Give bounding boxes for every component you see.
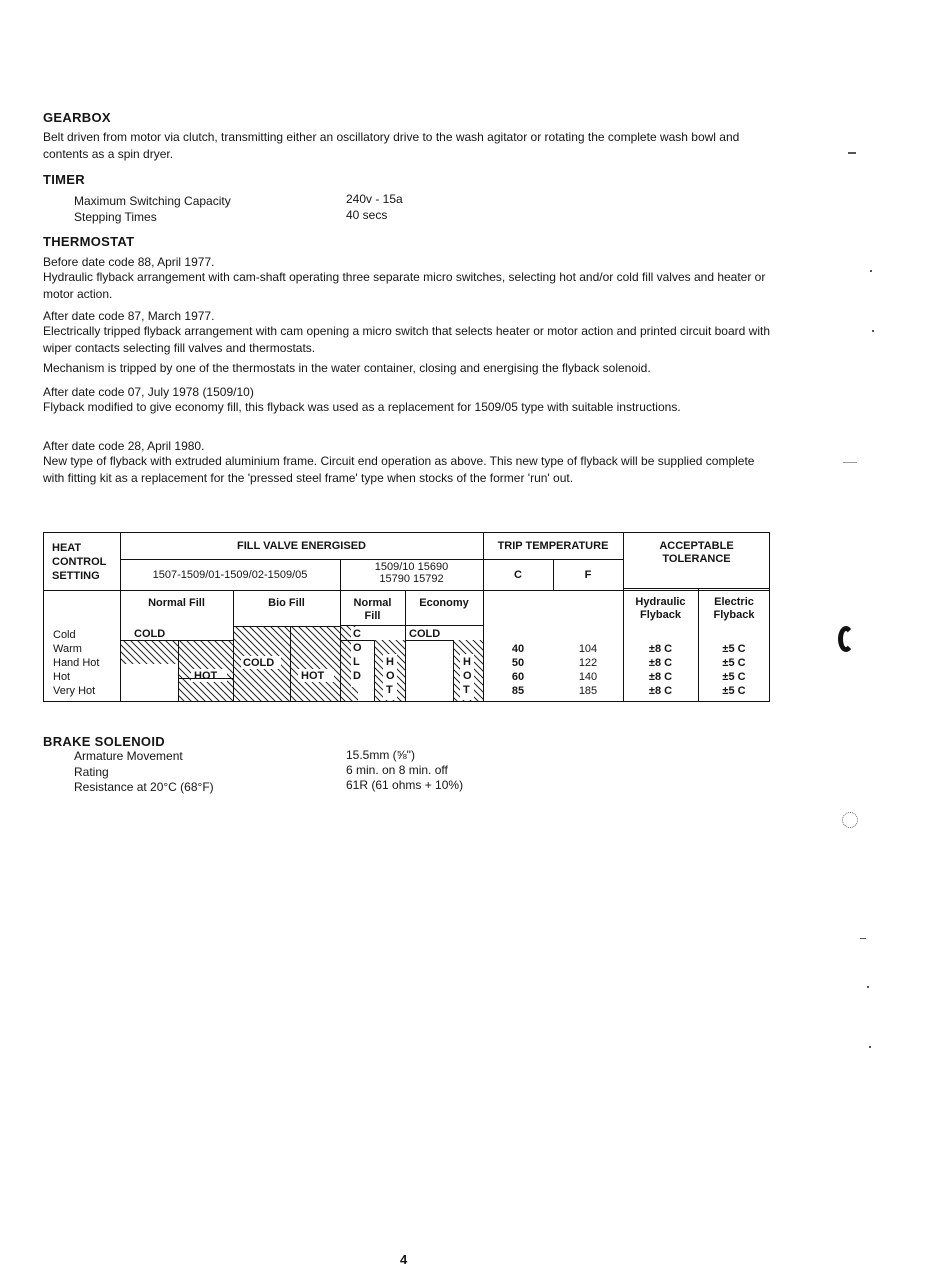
tolerance-hydraulic: ±8 C xyxy=(648,671,673,683)
tolerance-hydraulic: ±8 C xyxy=(648,643,673,655)
temp-c: 50 xyxy=(511,657,525,669)
hatch-normal-a xyxy=(120,640,178,664)
heat-control-table xyxy=(43,532,770,702)
thermostat-paragraph: Flyback modified to give economy fill, this flyback was used as a replacement for 1509/05 type with suitable instructions. xyxy=(43,400,681,414)
subheader-normal-fill: Normal Fill xyxy=(148,597,205,609)
header-models-b: 15790 15792 xyxy=(379,573,444,585)
subheader-normal: Normal xyxy=(353,597,392,609)
temp-c: 40 xyxy=(511,643,525,655)
letter-o: O xyxy=(386,670,395,682)
header-tolerance: TOLERANCE xyxy=(662,553,731,565)
letter-t: T xyxy=(386,684,393,696)
subheader-economy: Economy xyxy=(419,597,469,609)
header-fahrenheit: F xyxy=(584,569,592,581)
subheader-electric: Electric xyxy=(714,596,754,608)
brake-label: Rating xyxy=(74,765,109,779)
brake-heading: BRAKE SOLENOID xyxy=(43,734,165,749)
brake-value: 6 min. on 8 min. off xyxy=(346,763,448,777)
header-setting: SETTING xyxy=(52,570,100,582)
timer-label: Maximum Switching Capacity xyxy=(74,194,231,208)
letter-h: H xyxy=(463,656,471,668)
header-fill-valve: FILL VALVE ENERGISED xyxy=(237,540,366,552)
letter-o: O xyxy=(463,670,472,682)
subheader-bio-fill: Bio Fill xyxy=(268,597,305,609)
header-heat: HEAT xyxy=(52,542,82,554)
thermostat-paragraph: After date code 28, April 1980. xyxy=(43,439,205,453)
timer-value: 40 secs xyxy=(346,208,388,222)
fill-label-hot: HOT xyxy=(194,670,218,682)
thermostat-paragraph: Mechanism is tripped by one of the thermostats in the water container, closing and energising the flyback solenoid. xyxy=(43,361,651,375)
header-celsius: C xyxy=(514,569,522,581)
setting-very-hot: Very Hot xyxy=(53,685,96,697)
thermostat-paragraph: Before date code 88, April 1977. xyxy=(43,255,215,269)
tolerance-hydraulic: ±8 C xyxy=(648,685,673,697)
subheader-fill: Fill xyxy=(364,610,381,622)
scan-speck xyxy=(869,1046,871,1048)
subheader-flyback: Flyback xyxy=(713,609,755,621)
letter-d: D xyxy=(353,670,361,682)
fill-label-cold: COLD xyxy=(134,628,166,640)
fill-label-cold: COLD xyxy=(409,628,441,640)
thermostat-paragraph: After date code 07, July 1978 (1509/10) xyxy=(43,385,254,399)
fill-label-hot: HOT xyxy=(301,670,325,682)
letter-c: C xyxy=(353,628,361,640)
header-control: CONTROL xyxy=(52,556,107,568)
fill-label-cold: COLD xyxy=(243,657,275,669)
header-trip-temperature: TRIP TEMPERATURE xyxy=(497,540,609,552)
temp-f: 104 xyxy=(578,643,598,655)
setting-cold: Cold xyxy=(53,629,76,641)
gearbox-heading: GEARBOX xyxy=(43,110,111,125)
temp-c: 60 xyxy=(511,671,525,683)
tolerance-electric: ±5 C xyxy=(722,685,746,697)
thermostat-heading: THERMOSTAT xyxy=(43,234,135,249)
header-acceptable: ACCEPTABLE xyxy=(659,540,734,552)
thermostat-paragraph: Hydraulic flyback arrangement with cam-shaft operating three separate micro switches, selecting hot and/or cold fill valves and heater or motor action. xyxy=(43,270,766,301)
gearbox-text: Belt driven from motor via clutch, transmitting either an oscillatory drive to the wash agitator or rotating the complete wash bowl and contents as a spin dryer. xyxy=(43,130,740,161)
timer-label: Stepping Times xyxy=(74,210,157,224)
temp-f: 140 xyxy=(578,671,598,683)
brake-label: Resistance at 20°C (68°F) xyxy=(74,780,214,794)
scan-speck xyxy=(848,152,856,154)
binding-ring-mark xyxy=(838,626,854,652)
scan-speck xyxy=(872,330,874,332)
thermostat-paragraph: New type of flyback with extruded aluminium frame. Circuit end operation as above. This new type of flyback will be supplied complete with fitting kit as a replacement for the 'pressed steel frame' type when stocks of the former 'run' out. xyxy=(43,454,755,485)
thermostat-paragraph: Electrically tripped flyback arrangement with cam opening a micro switch that selects heater or motor action and printed circuit board with wiper contacts selecting fill valves and thermostats. xyxy=(43,324,771,355)
brake-value: 15.5mm (⅝") xyxy=(346,748,415,762)
brake-label: Armature Movement xyxy=(74,749,183,763)
timer-heading: TIMER xyxy=(43,172,85,187)
scan-speck xyxy=(860,938,866,939)
timer-value: 240v - 15a xyxy=(346,192,403,206)
letter-t: T xyxy=(463,684,470,696)
brake-value: 61R (61 ohms + 10%) xyxy=(346,778,464,792)
letter-o: O xyxy=(353,642,362,654)
scan-speck xyxy=(843,462,857,463)
tolerance-electric: ±5 C xyxy=(722,671,746,683)
temp-f: 122 xyxy=(578,657,598,669)
temp-f: 185 xyxy=(578,685,598,697)
tolerance-electric: ±5 C xyxy=(722,643,746,655)
setting-hand-hot: Hand Hot xyxy=(53,657,100,669)
page-number: 4 xyxy=(400,1252,408,1267)
subheader-flyback: Flyback xyxy=(640,609,681,621)
thermostat-paragraph: After date code 87, March 1977. xyxy=(43,309,215,323)
header-models-b: 1509/10 15690 xyxy=(374,561,449,573)
scan-speck xyxy=(842,812,858,828)
tolerance-hydraulic: ±8 C xyxy=(648,657,673,669)
subheader-hydraulic: Hydraulic xyxy=(635,596,686,608)
scan-speck xyxy=(870,270,872,272)
letter-h: H xyxy=(386,656,394,668)
letter-l: L xyxy=(353,656,360,668)
setting-warm: Warm xyxy=(53,643,82,655)
tolerance-electric: ±5 C xyxy=(722,657,746,669)
scan-speck xyxy=(867,986,869,988)
header-models-a: 1507-1509/01-1509/02-1509/05 xyxy=(152,569,308,581)
hatch-bio-b xyxy=(290,627,340,702)
temp-c: 85 xyxy=(511,685,525,697)
setting-hot: Hot xyxy=(53,671,71,683)
